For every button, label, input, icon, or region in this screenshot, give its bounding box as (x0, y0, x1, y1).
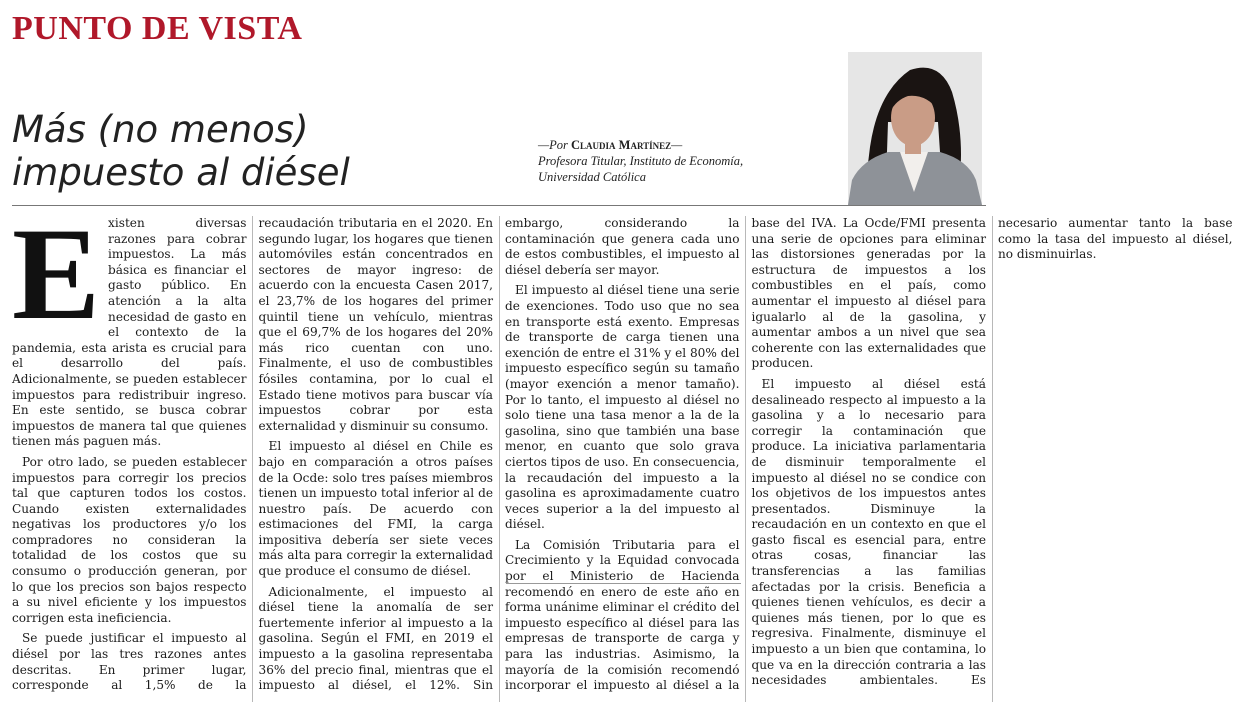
article-headline (12, 108, 452, 194)
article-paragraph-8: El impuesto al diésel está desalineado respecto al impuesto a la gasolina y a lo necesario para corregir la contaminación que produce. La iniciativa parlamentaria de disminuir temporalmente el impuesto al diésel no se condice con los objetivos de los impuestos antes presentados. Disminuye la recaudación en un contexto en que el gasto fiscal es esencial para, entre otras cosas, financiar las transferencias a las familias afectadas por la crisis. Beneficia a quienes tienen vehículos, es decir a quienes más tienen, por lo que es regresiva. Finalmente, disminuye el impuesto a un bien que contamina, lo que va en la dirección contraria a las necesidades ambientales. Es necesario aumentar tanto la base como la tasa del impuesto al diésel, no disminuirlas. (751, 216, 1233, 688)
article-paragraph-6: El impuesto al diésel tiene una serie de exenciones. Todo uso que no sea en transporte está exento. Empresas de transporte de carga tienen una exención de entre el 31% y el 80% del impuesto específico según su tamaño (mayor exención a menor tamaño). Por lo tanto, el impuesto al diésel no solo tiene una tasa menor a la de la gasolina, sino que también una base menor, en cuanto que solo grava ciertos tipos de uso. En consecuencia, la recaudación del impuesto a la gasolina es aproximadamente cuatro veces superior a la del impuesto al diésel. (505, 283, 740, 532)
article-body (12, 200, 1233, 702)
drop-cap: E (12, 200, 101, 347)
header-divider (12, 205, 986, 206)
author-portrait-illustration (848, 52, 982, 205)
headline-line-1: Más (no menos) (12, 108, 309, 151)
byline-suffix: — (671, 138, 683, 152)
article-paragraph-4: El impuesto al diésel en Chile es bajo en comparación a otros países de la Ocde: solo tres países miembros tienen un impuesto total inferior al de nuestro país. De acuerdo con estimaciones del FMI, la carga impositiva debería ser siete veces más alta para corregir la externalidad que produce el consumo de diésel. (258, 439, 493, 579)
article-paragraph-2: Por otro lado, se pueden establecer impuestos para corregir los precios tal que capturen todos los costos. Cuando existen externalidades negativas los productores y/o los compradores no consideran la totalidad de los costos que su consumo o producción generan, por lo que los precios son bajos respecto a su nivel eficiente y los impuestos corrigen esta ineficiencia. (12, 454, 247, 625)
article-paragraph-3: Se puede justificar el impuesto al diésel por las tres razones antes descritas. En primer lugar, corresponde al 1,5% de la recaudación tributaria en el 2020. En segundo lugar, los hogares que tienen automóviles están concentrados en sectores de mayor ingreso: de acuerdo con la encuesta Casen 2017, el 23,7% de los hogares del primer quintil tiene un vehículo, mientras que el 69,7% de los hogares del 20% más rico cuentan con uno. Finalmente, el uso de combustibles fósiles contamina, por lo cual el Estado tiene motivos para buscar vía impuestos cobrar por esta externalidad y disminuir su consumo. (12, 216, 493, 693)
headline-line-2: impuesto al diésel (12, 151, 350, 194)
section-title: PUNTO DE VISTA (12, 10, 303, 47)
author-role: Profesora Titular, Instituto de Economía, Universidad Católica (538, 154, 744, 184)
author-name: Claudia Martínez (571, 138, 672, 152)
byline-prefix: —Por (538, 138, 568, 152)
article-paragraph-5: Adicionalmente, el impuesto al diésel tiene la anomalía de ser fuertemente inferior al impuesto a la gasolina. Según el FMI, en 2019 el impuesto a la gasolina representaba 36% del precio final, mientras que el impuesto al diésel, el 12%. Sin embargo, considerando la contaminación que genera cada uno de estos combustibles, el impuesto al diésel debería ser mayor. (258, 216, 740, 693)
byline-author-line (538, 137, 778, 153)
article-paragraph-7: La Comisión Tributaria para el Crecimiento y la Equidad convocada por el Ministerio de Hacienda recomendó en enero de este año en forma unánime eliminar el crédito del impuesto específico al diésel para las empresas de transporte de carga y para las industrias. Asimismo, la mayoría de la comisión recomendó incorporar el impuesto al diésel a la base del IVA. La Ocde/FMI presenta una serie de opciones para eliminar las distorsiones generadas por la estructura de impuestos a los combustibles en el país, como aumentar el impuesto al diésel para igualarlo al de la gasolina, y aumentar ambos a un nivel que sea coherente con las externalidades que producen. (505, 216, 986, 693)
author-photo (848, 52, 982, 205)
byline (538, 137, 778, 185)
article-paragraph-1: xisten diversas razones para cobrar impuestos. La más básica es financiar el gasto público. En atención a la alta necesidad de gasto en el contexto de la pandemia, esta arista es crucial para el desarrollo del país. Adicionalmente, se pueden establecer impuestos para redistribuir ingreso. En este sentido, se busca cobrar impuestos de manera tal que quienes tienen más paguen más. (12, 216, 247, 449)
